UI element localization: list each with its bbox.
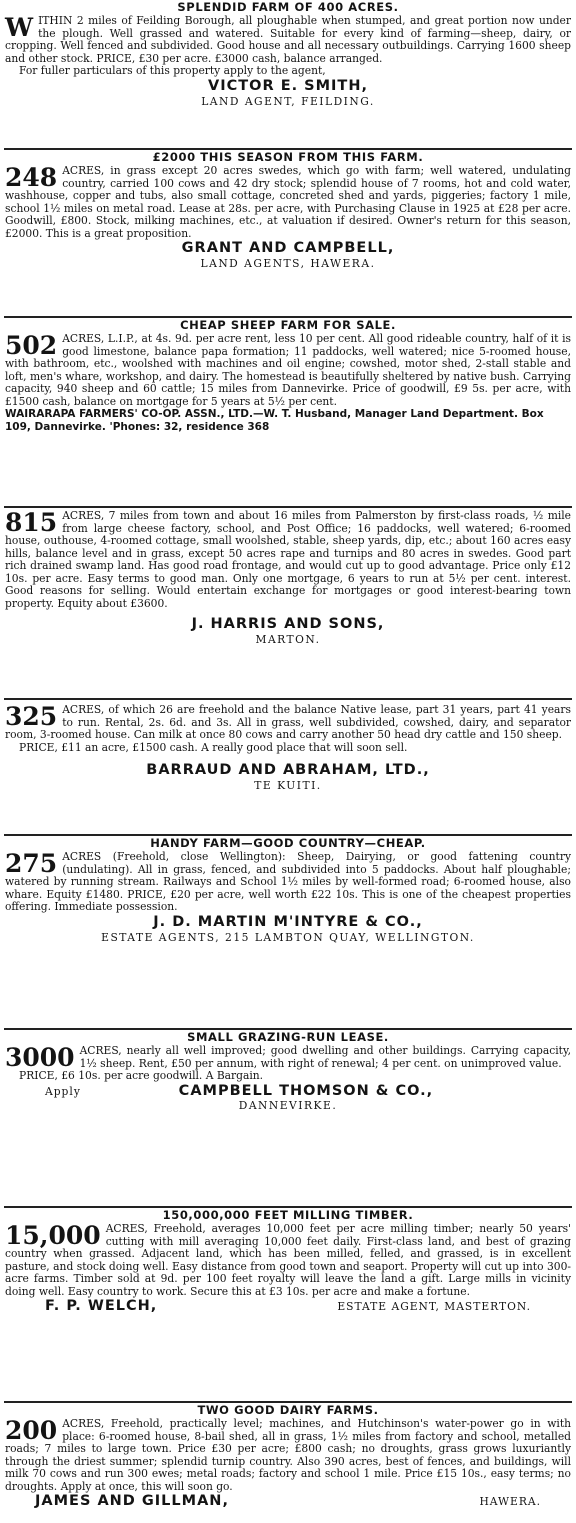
ad-dairy-farms — [4, 1403, 572, 1523]
ad-body — [5, 333, 571, 408]
ad-body — [5, 1045, 571, 1083]
ad-feilding-farm — [4, 0, 572, 150]
ad-text: ACRES, Freehold, practically level; machines, and Hutchinson's water-power go in with place: 6-roomed house, 8-bail shed, all in grass, 1½ miles from factory and school, metalled roads; 7 miles to large town. Price £30 per acre; £800 cash; no droughts, grass grows luxuriantly through the driest summer; splendid turnip country. Also 390 acres, best of fences, and buildings, will milk 70 cows and run 300 ewes; metal roads; factory and school 1 mile. Price £15 10s., easy terms; no droughts. Apply at once, this will soon go. — [5, 1417, 571, 1493]
ad-heading: £2000 THIS SEASON FROM THIS FARM. — [152, 150, 424, 164]
agent-name: WAIRARAPA FARMERS' CO-OP. ASSN., LTD.—W. T. Husband, Manager Land Department. Box 109, Dannevirke. 'Phones: 32, residence 368 — [5, 408, 544, 433]
ad-heading: SMALL GRAZING-RUN LEASE. — [187, 1030, 389, 1044]
ad-text: ACRES, 7 miles from town and about 16 miles from Palmerston by first-class roads, ½ mile from large cheese factory, school, and Post Office; 16 paddocks, well watered; 6-roomed house, outhouse, 4-roomed cottage, small woolshed, stable, sheep yards, dip, etc.; about 160 acres easy hills, balance level and in grass, except 50 acres rape and turnips and 80 acres in swedes. Good part rich drained swamp land. Has good road frontage, and would cut up to good advantage. Price only £12 10s. per acre. Easy terms to good man. Only one mortgage, 6 years to run at 5½ per cent. interest. Good reasons for selling. Would entertain exchange for mortgages or good interest-bearing town property. Equity about £3600. — [5, 509, 571, 610]
ad-text-2: For fuller particulars of this property apply to the agent, — [19, 64, 326, 77]
ad-body — [5, 1223, 571, 1298]
agent-location: TE KUITI. — [254, 779, 322, 792]
ad-body — [5, 508, 571, 610]
ad-text: ACRES, Freehold, averages 10,000 feet per acre milling timber; nearly 50 years' cutting with mill averaging 10,000 feet daily. First-class land, and best of grazing country when grassed. Adjacent land, which has been milled, felled, and grassed, is in excellent pasture, and stock doing well. Easy distance from good town and seaport. Property will cut up into 300-acre farms. Timber sold at 9d. per 100 feet royalty will leave the land a gift. Large mills in vicinity doing well. Easy country to work. Secure this at £3 10s. per acre and make a fortune. — [5, 1222, 571, 1298]
ad-milling-timber — [4, 1208, 572, 1403]
ad-marton-815 — [4, 508, 572, 700]
ad-sheep-farm-502 — [4, 318, 572, 508]
ad-wellington-275 — [4, 836, 572, 1030]
ad-acreage: 15,000 — [5, 1221, 101, 1250]
ad-heading: 150,000,000 FEET MILLING TIMBER. — [162, 1208, 414, 1222]
ad-acreage: 275 — [5, 849, 58, 878]
agent-name: J. HARRIS AND SONS, — [191, 616, 385, 632]
ad-body — [5, 165, 571, 240]
agent-name: J. D. MARTIN M'INTYRE & CO., — [153, 913, 423, 930]
ad-text: ITHIN 2 miles of Feilding Borough, all ploughable when stumped, and great portion now under the plough. Well grassed and watered. Suitable for every kind of farming—sheep, dairy, or cropping. Well fenced and subdivided. Good house and all necessary outbuildings. Carrying 1600 sheep and other stock. PRICE, £30 per acre. £3000 cash, balance arranged. — [5, 14, 571, 65]
apply-label: Apply — [45, 1084, 81, 1098]
agent-location: LAND AGENTS, HAWERA. — [200, 257, 376, 270]
agent-name: CAMPBELL THOMSON & CO., — [178, 1082, 434, 1099]
ad-body — [5, 1418, 571, 1493]
agent-location: ESTATE AGENTS, 215 LAMBTON QUAY, WELLINGTON. — [101, 930, 475, 944]
agent-line — [5, 1083, 571, 1099]
ad-body — [5, 15, 571, 78]
ad-acreage: 502 — [5, 331, 58, 360]
ad-acreage: 248 — [5, 163, 58, 192]
ad-hawera-248 — [4, 150, 572, 318]
ad-text-2: PRICE, £11 an acre, £1500 cash. A really good place that will soon sell. — [19, 740, 408, 754]
ad-text: ACRES, nearly all well improved; good dwelling and other buildings. Carrying capacity, 1½ sheep. Rent, £50 per annum, with right of renewal; 4 per cent. on unimproved value. — [79, 1044, 571, 1070]
ad-heading: CHEAP SHEEP FARM FOR SALE. — [180, 318, 396, 332]
ad-text: ACRES, in grass except 20 acres swedes, which go with farm; well watered, undulating country, carried 100 cows and 42 dry stock; splendid house of 7 rooms, hot and cold water, washhouse, copper and tubs, also small cottage, concreted shed and yards, piggeries; factory 1 mile, school 1½ miles on metal road. Lease at 28s. per acre, with Purchasing Clause in 1925 at £28 per acre. Goodwill, £800. Stock, milking machines, etc., at valuation if desired. Owner's return for this season, £2000. This is a great proposition. — [5, 164, 571, 240]
agent-location: ESTATE AGENT, MASTERTON. — [337, 1300, 531, 1313]
agent-location: DANNEVIRKE. — [238, 1098, 338, 1112]
ad-heading: HANDY FARM—GOOD COUNTRY—CHEAP. — [150, 836, 426, 850]
ad-te-kuiti-325 — [4, 700, 572, 836]
agent-name: BARRAUD AND ABRAHAM, LTD., — [146, 762, 430, 778]
agent-location: MARTON. — [255, 633, 321, 646]
agent-name: F. P. WELCH, — [45, 1298, 158, 1314]
ad-text: ACRES (Freehold, close Wellington): Sheep, Dairying, or good fattening country (undulating). All in grass, fenced, and subdivided into 5 paddocks. About half ploughable; watered by running stream. Railways and School 1½ miles by well-formed road; 6-roomed house, also whare. Equity £1480. PRICE, £20 per acre, well worth £22 10s. This is one of the cheapest properties offering. Immediate possession. — [5, 850, 571, 913]
ad-lead-letter: W — [5, 13, 34, 42]
ad-text-2: PRICE, £6 10s. per acre goodwill. A Bargain. — [19, 1069, 264, 1082]
agent-line — [5, 1298, 571, 1314]
ad-acreage: 325 — [5, 702, 58, 731]
agent-name: JAMES AND GILLMAN, — [35, 1493, 229, 1509]
ad-acreage: 3000 — [5, 1043, 75, 1072]
ad-grazing-run-3000 — [4, 1030, 572, 1208]
ad-body — [5, 851, 571, 914]
ad-acreage: 200 — [5, 1416, 58, 1445]
agent-line — [5, 1493, 571, 1509]
ad-text: ACRES, of which 26 are freehold and the balance Native lease, part 31 years, part 41 years to run. Rental, 2s. 6d. and 3s. All in grass, well subdivided, cowshed, dairy, and separator room, 3-roomed house. Can milk at once 80 cows and carry another 50 head dry cattle and 150 sheep. — [5, 703, 571, 741]
ad-acreage: 815 — [5, 508, 58, 537]
agent-name: GRANT AND CAMPBELL, — [181, 240, 395, 256]
agent-location: LAND AGENT, FEILDING. — [201, 94, 375, 108]
ad-heading: SPLENDID FARM OF 400 ACRES. — [177, 0, 399, 14]
ad-heading: TWO GOOD DAIRY FARMS. — [197, 1403, 379, 1417]
ad-body — [5, 700, 571, 754]
ad-text: ACRES, L.I.P., at 4s. 9d. per acre rent, less 10 per cent. All good rideable country, half of it is good limestone, balance papa formation; 11 paddocks, well watered; nice 5-roomed house, with bathroom, etc., woolshed with machines and oil engine; cowshed, motor shed, 2-stall stable and loft, men's whare, workshop, and dairy. The homestead is beautifully sheltered by native bush. Carrying capacity, 940 sheep and 60 cattle; 15 miles from Dannevirke. Price of goodwill, £9 5s. per acre, with £1500 cash, balance on mortgage for 5 years at 5½ per cent. — [5, 332, 571, 408]
agent-name: VICTOR E. SMITH, — [208, 77, 368, 94]
agent-location: HAWERA. — [479, 1495, 541, 1508]
